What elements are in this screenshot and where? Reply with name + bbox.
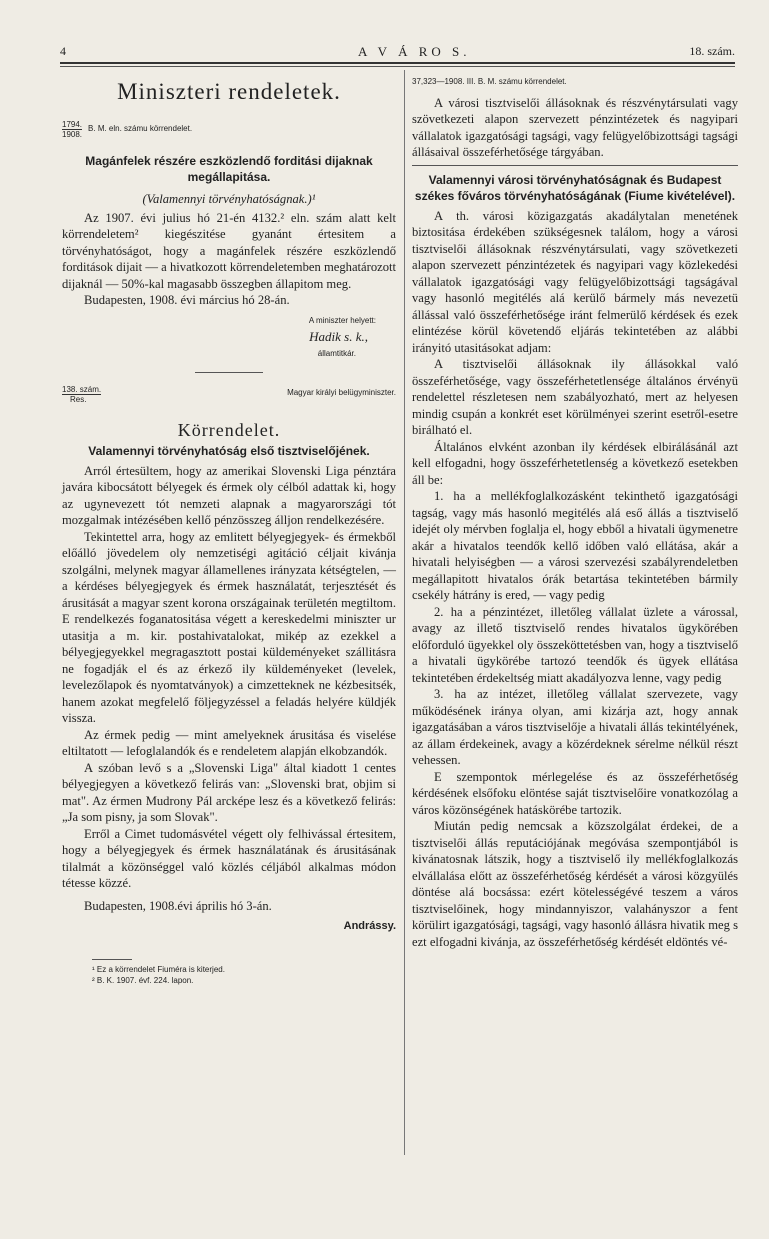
- signature-name: Hadik s. k.,: [309, 329, 368, 344]
- circular-title: Körrendelet.: [177, 420, 281, 440]
- right-numbered-item: 2. ha a pénzintézet, illetőleg vállalat üzlete a várossal, avagy az illető tisztviselő rendes hivatalos ügykörében előforduló ügyekkel oly összeköttetésben van, hogy a tisztviselő a hivatali ügykörébe tartozó teendők és ügyek ellátása tekintetében érdekeltség miatt akadályozva lenne, vagy pedig: [412, 604, 738, 685]
- decree-paragraph: Az 1907. évi julius hó 21-én 4132.² eln. szám alatt kelt körrendeletem² kiegészitése gyanánt értesitem a törvényhatóságot, hogy a magánfelek részére eszközlendő forditások dijait — a hivatkozott körrendeletemben meghatározott dijaknál — 50%-kal magasabb összegben állapitom meg.: [62, 210, 396, 291]
- right-paragraph: A th. városi közigazgatás akadálytalan menetének biztositása érdekében szükségesnek találom, hogy a városi tisztviselői állásoknak részvénytársulati, vagy szövetkezeti alapon szervezett pénzintézetek és nagyipari vagy közlekedési vállalatok igazgatósági vagy felügyelőbizottsági tagságával vagy hasonló megitélés alá kerülő bármely más nevezetü állással való összeférhetősége iránt felmerülő kérdések és ezek elintézése körül követendő eljárás tekintetében az alábbi irányitó utasitásokat adjam:: [412, 208, 738, 355]
- right-numbered-item: 3. ha az intézet, illetőleg vállalat szervezete, vagy működésének iránya olyan, ami kizárja azt, hogy annak igazgatásában a város tisztviselője a hivatali állás tekintélyének, az állam érdekeinek, avagy a közérdeknek sérelme nélkül részt vehessen.: [412, 687, 738, 767]
- right-decree-reference: 37,323—1908. III. B. M. számu körrendelet.: [412, 77, 567, 86]
- ministry-name: Magyar királyi belügyminiszter.: [287, 388, 396, 397]
- reference-text: B. M. eln. számu körrendelet.: [88, 124, 193, 134]
- circular-reference: [62, 385, 396, 404]
- reference-fraction: [62, 120, 82, 139]
- reference-numerator: 1794.: [62, 120, 83, 129]
- page-header: [60, 44, 735, 62]
- footnote-rule: [92, 959, 132, 960]
- right-decree-subject: A városi tisztviselői állásoknak és részvénytársulati vagy szövetkezeti alapon szervezett pénzintézetek és nagyipari vállalatok igazgatósági tagsági, vagy felügyelőbizottsági tagsági állásaival összeférhetősége tárgyában.: [412, 95, 738, 159]
- right-paragraph: E szempontok mérlegelése és az összeférhetőség kérdésének elsőfoku elöntése saját tisztviselőire vonatkozólag a város közönségének hatáskörébe tartozik.: [412, 769, 738, 817]
- circular-paragraph: Erről a Cimet tudomásvétel végett oly felhivással értesitem, hogy a bélyegjegyek és érmek használatának és árusitásának tilalmát a közönséggel való közlés céljából alkalmas módon tétesse közzé.: [62, 826, 396, 890]
- section-title: Miniszteri rendeletek.: [117, 79, 341, 104]
- decree-reference: [62, 120, 396, 139]
- masthead: A V Á RO S.: [358, 44, 471, 59]
- decree-place-date: Budapesten, 1908. évi március hó 28-án.: [84, 293, 290, 307]
- circular-number: 138. szám.: [62, 385, 102, 394]
- signature-block: [62, 313, 396, 363]
- reference-denominator: 1908.: [62, 130, 83, 139]
- circular-signer: Andrássy.: [343, 920, 396, 932]
- right-column: [412, 72, 738, 950]
- right-numbered-item: 1. ha a mellékfoglalkozásként tekinthető igazgatósági tagság, vagy más hasonló megitélés alá eső állás a tisztviselő idejét oly mérvben foglalja el, hogy ebből a hivatali ügymenetre akár a hivatalos teendők kellő időben való ellátása, akár a hivatali helyiségben — a városi szervezési szabályrendeletben megállapitott hivatalos órák betartása tekintetében bármily csekély hátrány is ered, — vagy pedig: [412, 489, 738, 602]
- signature-title: államtitkár.: [317, 348, 356, 358]
- column-divider: [404, 70, 405, 1155]
- footnote: ² B. K. 1907. évf. 224. lapon.: [92, 975, 194, 985]
- signature-label: A miniszter helyett:: [308, 315, 376, 325]
- right-decree-addressee: Valamennyi városi törvényhatóságnak és Budapest székes főváros törvényhatóságának (Fiume kivételével).: [414, 172, 736, 203]
- page-number: 4: [60, 44, 66, 58]
- footnote: ¹ Ez a körrendelet Fiuméra is kiterjed.: [92, 964, 225, 974]
- circular-paragraph: Tekintettel arra, hogy az emlitett bélyegjegyek- és érmekből előálló jövedelem oly nemzetiségi agitáció céljait kivánja szolgálni, melynek magyar államellenes irányzata kétségtelen, — a kérdéses bélyegjegyek és érmek használatát, terjesztését és árusitását a magyar szent korona országainak területén megtiltom. E rendelkezés foganatositása végett a kereskedelmi miniszter ur utasitja a m. kir. postahivatalokat, mikép az ezekkel a bélyegjegyekkel megragasztott postai küldeményeket szállitásra ne fogadják el és az érkező ily küldeményeket (levelek, levelezőlapok és nyomtatványok) a cimzetteknek ne kézbesitsék, hanem azokat megfelelő följegyzéssel a feladás helyére küldjék vissza.: [62, 529, 396, 725]
- left-column: [62, 72, 396, 986]
- right-separator-rule: [412, 165, 738, 166]
- header-rule: [60, 62, 735, 64]
- circular-paragraph: A szóban levő s a „Slovenski Liga" által kiadott 1 centes bélyegjegyen a következő felirás van: „Slovenski brat, objim si mat". Az érmen Mudrony Pál arcképe lesz és a következő felirás: „Ja som pisny, ja som Slovak".: [62, 760, 396, 824]
- circular-paragraph: Az érmek pedig — mint amelyeknek árusitása és viselése eltiltatott — lefoglalandók és e rendeletem alapján elkobzandók.: [62, 727, 396, 758]
- circular-place-date: Budapesten, 1908.évi április hó 3-án.: [84, 898, 272, 913]
- issue-number: 18. szám.: [689, 44, 735, 58]
- circular-addressee: Valamennyi törvényhatóság első tisztviselőjének.: [88, 443, 370, 458]
- decree-title: Magánfelek részére eszközlendő forditási dijaknak megállapitása.: [85, 154, 373, 184]
- right-paragraph: Miután pedig nemcsak a közszolgálat érdekei, de a tisztviselői állás reputációjának megóvása szempontjából is kivánatosnak látszik, hogy a tisztviselő ily mellékfoglalkozás elvállalása előtt az összeférhetőség kérdését a városi közgyülés döntése alá bocsássa: ezért kötelességévé teszem a város tisztviselőinek, hogy mindannyiszor, valahányszor a fent körülirt igazgatósági, tagsági, vagy hasonló állásra hivatik meg s ezt elfogadni kivánja, az összeférhetőség kérdését eldöntés vé-: [412, 819, 738, 949]
- header-rule-thin: [60, 66, 735, 67]
- right-paragraph: A tisztviselői állásoknak ily állásokkal való összeférhetősége, vagy összeférhetetlensége általános érvényü rendelettel részletesen nem szabályozható, mert az helyesen mindig csupán a konkrét eset körülményei szerint esetről-esetre birálható el.: [412, 357, 738, 437]
- circular-fraction: [62, 385, 101, 404]
- separator-rule: [195, 372, 263, 373]
- circular-paragraph: Arról értesültem, hogy az amerikai Slovenski Liga pénztára javára kibocsátott bélyegek és érmek oly célból adattak ki, hogy az ugynevezett tót nemzeti alapnak a magyarországi tót mozgalmak intézésében kellő pénzösszeg álljon rendelkezésére.: [62, 463, 396, 527]
- right-paragraph: Általános elvként azonban ily kérdések elbirálásánál azt kell elfogadni, hogy összeférhetetlenség a következő esetekben áll be:: [412, 439, 738, 487]
- circular-res: Res.: [70, 395, 87, 404]
- decree-addressee: (Valamennyi törvényhatóságnak.)¹: [142, 192, 316, 206]
